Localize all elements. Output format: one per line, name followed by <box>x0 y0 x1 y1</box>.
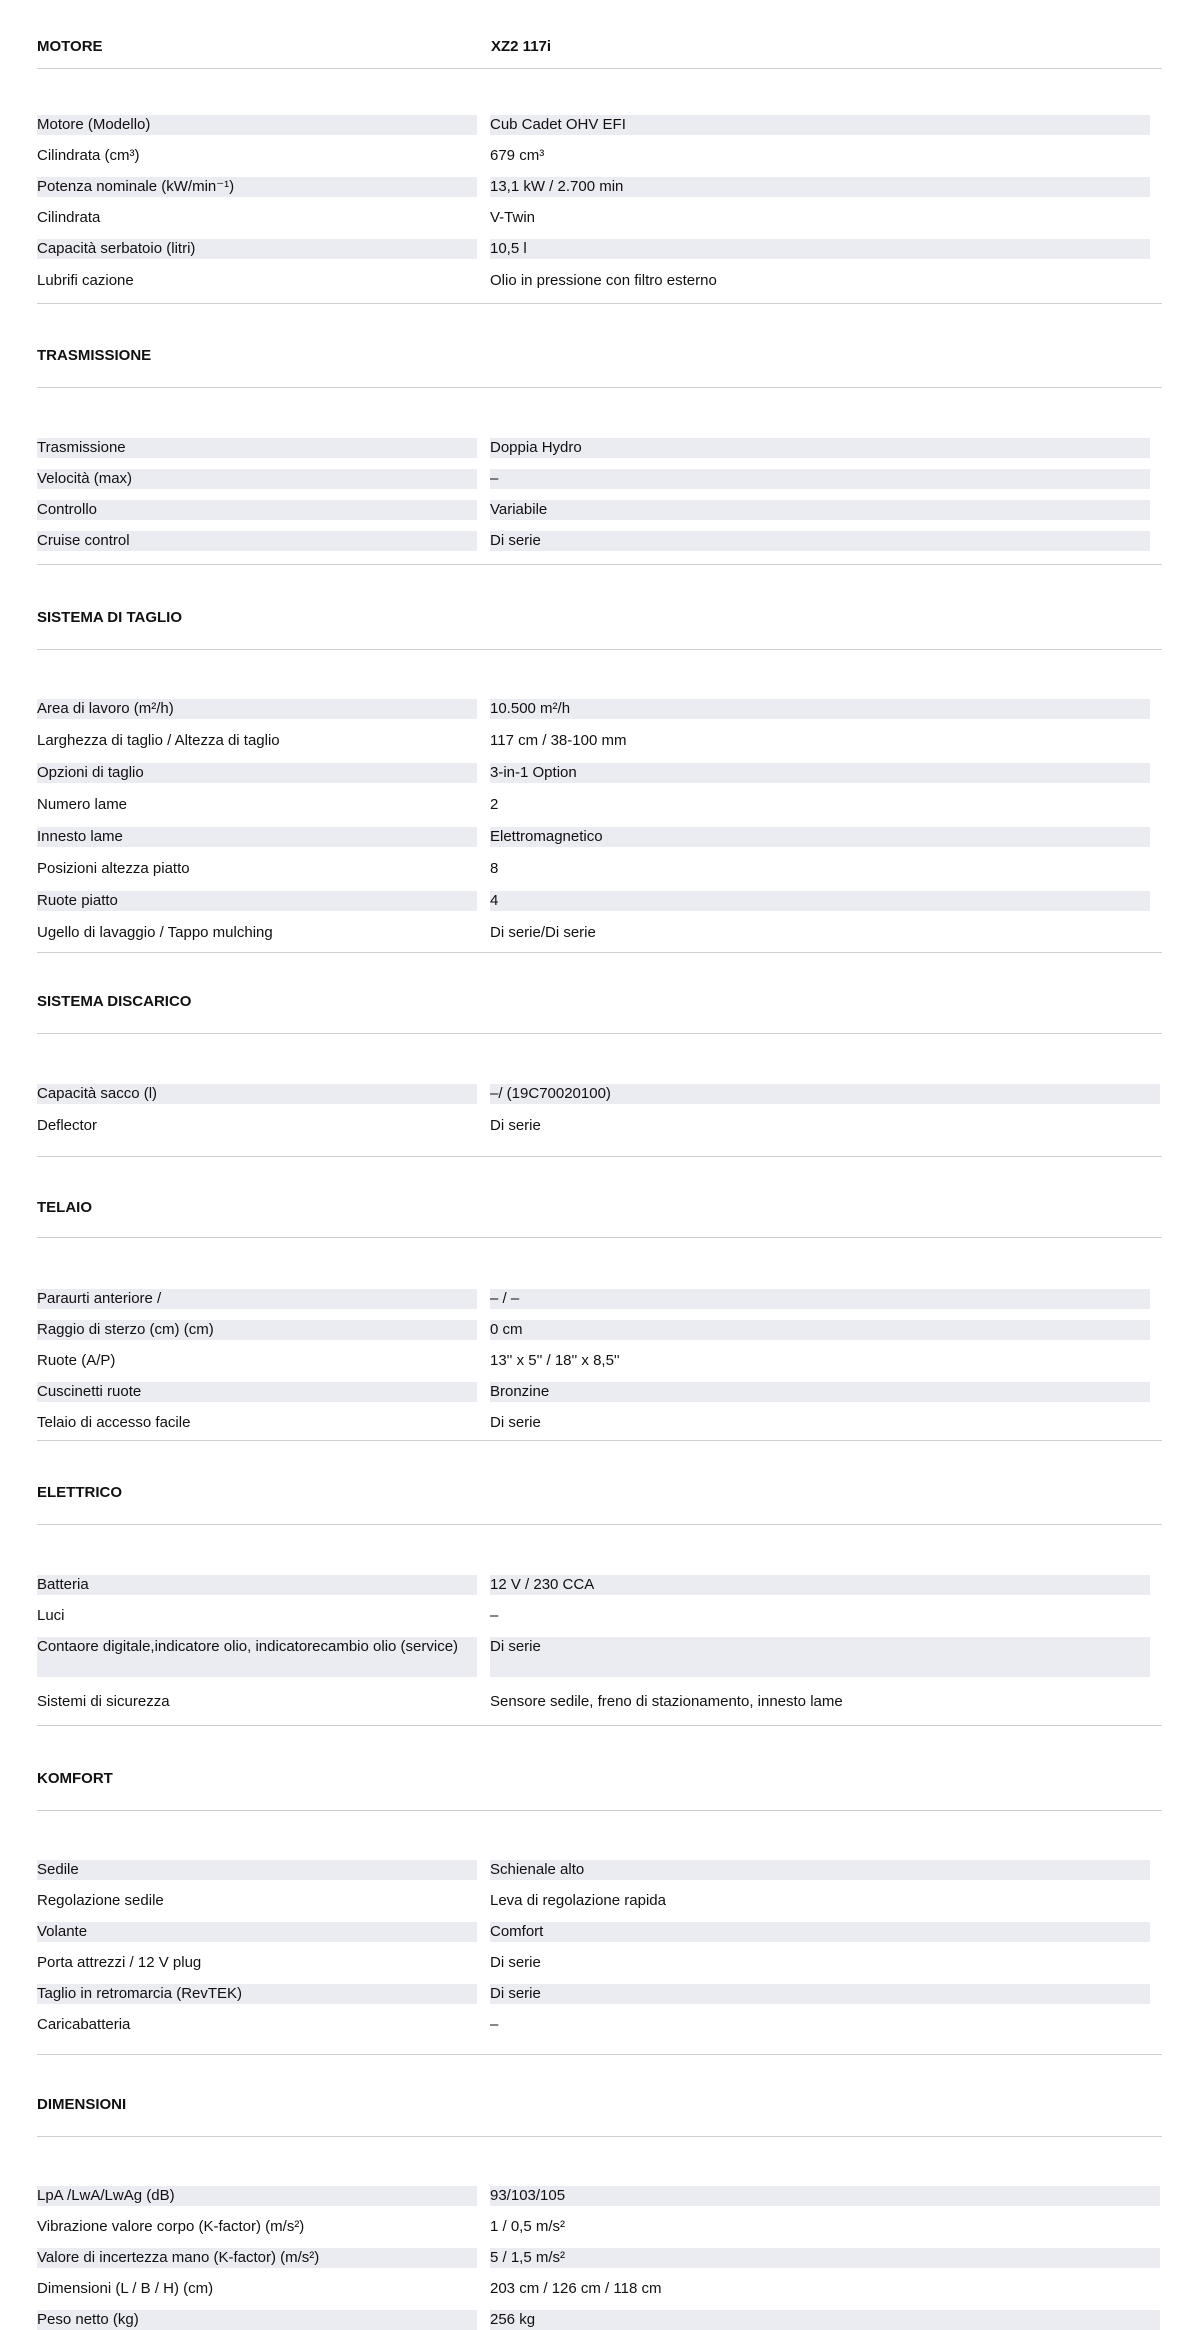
spec-value: 3-in-1 Option <box>490 763 1150 783</box>
spec-label: Cuscinetti ruote <box>37 1382 477 1402</box>
spec-value: Di serie <box>490 1637 1150 1677</box>
spec-value: 2 <box>490 796 499 813</box>
spec-value: 203 cm / 126 cm / 118 cm <box>490 2280 662 2297</box>
section-header <box>37 993 1162 1034</box>
spec-label: Telaio di accesso facile <box>37 1414 191 1431</box>
spec-value: 0 cm <box>490 1320 1150 1340</box>
spec-value: Di serie <box>490 531 1150 551</box>
section-title: TELAIO <box>37 1199 92 1216</box>
spec-row <box>37 1606 1167 1626</box>
section-divider <box>37 1156 1162 1157</box>
section-header <box>37 347 1162 388</box>
spec-value: – / – <box>490 1289 1150 1309</box>
spec-row <box>37 2217 1167 2237</box>
section-divider <box>37 1440 1162 1441</box>
spec-row <box>37 1351 1167 1371</box>
spec-row <box>37 827 1167 847</box>
spec-value: Di serie <box>490 1117 541 1134</box>
section-header <box>37 1484 1162 1525</box>
spec-row <box>37 1413 1167 1433</box>
spec-label: Batteria <box>37 1575 477 1595</box>
spec-row <box>37 699 1167 719</box>
spec-label: Volante <box>37 1922 477 1942</box>
spec-label: Capacità sacco (l) <box>37 1084 477 1104</box>
spec-row <box>37 795 1167 815</box>
spec-row <box>37 2248 1167 2268</box>
spec-label: Contaore digitale,indicatore olio, indicatorecambio olio (service) <box>37 1637 477 1677</box>
spec-label: Capacità serbatoio (litri) <box>37 239 477 259</box>
spec-value: – <box>490 2016 499 2033</box>
spec-label: Regolazione sedile <box>37 1892 164 1909</box>
spec-value: V-Twin <box>490 209 536 226</box>
spec-row <box>37 177 1167 197</box>
spec-value: Leva di regolazione rapida <box>490 1892 666 1909</box>
spec-value: Di serie/Di serie <box>490 924 596 941</box>
model-name: XZ2 117i <box>491 38 552 55</box>
spec-row <box>37 1953 1167 1973</box>
spec-row <box>37 2186 1167 2206</box>
spec-value: 10,5 l <box>490 239 1150 259</box>
spec-value: Cub Cadet OHV EFI <box>490 115 1150 135</box>
spec-value: 256 kg <box>490 2310 1160 2330</box>
spec-label: Porta attrezzi / 12 V plug <box>37 1954 202 1971</box>
spec-label: Ruote piatto <box>37 891 477 911</box>
spec-label: Area di lavoro (m²/h) <box>37 699 477 719</box>
section-title: SISTEMA DISCARICO <box>37 993 192 1010</box>
spec-label: Cruise control <box>37 531 477 551</box>
spec-row <box>37 1692 1167 1712</box>
section-divider <box>37 2054 1162 2055</box>
spec-row <box>37 239 1167 259</box>
spec-row <box>37 731 1167 751</box>
spec-row <box>37 1382 1167 1402</box>
spec-label: Cilindrata (cm³) <box>37 147 140 164</box>
spec-row <box>37 500 1167 520</box>
spec-value: 93/103/105 <box>490 2186 1160 2206</box>
spec-label: Deflector <box>37 1117 98 1134</box>
section-header <box>37 1770 1162 1811</box>
spec-row <box>37 1320 1167 1340</box>
section-header <box>37 1199 1162 1238</box>
spec-value: Sensore sedile, freno di stazionamento, innesto lame <box>490 1693 843 1710</box>
spec-value: 5 / 1,5 m/s² <box>490 2248 1160 2268</box>
section-header-motore <box>37 0 1162 69</box>
spec-row <box>37 891 1167 911</box>
section-divider <box>37 303 1162 304</box>
spec-label: Trasmissione <box>37 438 477 458</box>
spec-value: Elettromagnetico <box>490 827 1150 847</box>
spec-label: Numero lame <box>37 796 128 813</box>
spec-value: Olio in pressione con filtro esterno <box>490 272 717 289</box>
spec-value: 12 V / 230 CCA <box>490 1575 1150 1595</box>
spec-row <box>37 1289 1167 1309</box>
spec-row <box>37 438 1167 458</box>
spec-label: Posizioni altezza piatto <box>37 860 190 877</box>
spec-label: Lubrifi cazione <box>37 272 134 289</box>
spec-label: Peso netto (kg) <box>37 2310 477 2330</box>
spec-row <box>37 2310 1167 2330</box>
spec-row <box>37 1116 1167 1136</box>
spec-row <box>37 1922 1167 1942</box>
section-divider <box>37 952 1162 953</box>
spec-value: – <box>490 1607 499 1624</box>
spec-label: LpA /LwA/LwAg (dB) <box>37 2186 477 2206</box>
spec-value: 10.500 m²/h <box>490 699 1150 719</box>
spec-label: Luci <box>37 1607 65 1624</box>
spec-value: Doppia Hydro <box>490 438 1150 458</box>
spec-value: 4 <box>490 891 1150 911</box>
spec-label: Velocità (max) <box>37 469 477 489</box>
spec-value: 679 cm³ <box>490 147 545 164</box>
section-title: DIMENSIONI <box>37 2096 127 2113</box>
section-title: KOMFORT <box>37 1770 113 1787</box>
spec-row <box>37 1637 1167 1677</box>
spec-value: Variabile <box>490 500 1150 520</box>
spec-label: Valore di incertezza mano (K-factor) (m/s²) <box>37 2248 477 2268</box>
spec-label: Dimensioni (L / B / H) (cm) <box>37 2280 214 2297</box>
spec-value: 13'' x 5'' / 18'' x 8,5'' <box>490 1352 620 1369</box>
spec-value: Di serie <box>490 1414 541 1431</box>
spec-label: Taglio in retromarcia (RevTEK) <box>37 1984 477 2004</box>
spec-value: 1 / 0,5 m/s² <box>490 2218 566 2235</box>
spec-value: Di serie <box>490 1984 1150 2004</box>
spec-row <box>37 1984 1167 2004</box>
spec-value: Di serie <box>490 1954 541 1971</box>
spec-row <box>37 859 1167 879</box>
spec-value: Comfort <box>490 1922 1150 1942</box>
spec-label: Cilindrata <box>37 209 101 226</box>
section-title: MOTORE <box>37 38 103 55</box>
spec-label: Caricabatteria <box>37 2016 131 2033</box>
section-header <box>37 609 1162 650</box>
spec-label: Vibrazione valore corpo (K-factor) (m/s²) <box>37 2218 305 2235</box>
spec-row <box>37 763 1167 783</box>
spec-row <box>37 1860 1167 1880</box>
spec-row <box>37 115 1167 135</box>
spec-label: Larghezza di taglio / Altezza di taglio <box>37 732 280 749</box>
spec-label: Paraurti anteriore / <box>37 1289 477 1309</box>
spec-value: 117 cm / 38-100 mm <box>490 732 627 749</box>
spec-value: –/ (19C70020100) <box>490 1084 1160 1104</box>
spec-row <box>37 2015 1167 2035</box>
spec-label: Potenza nominale (kW/min⁻¹) <box>37 177 477 197</box>
spec-row <box>37 1575 1167 1595</box>
spec-label: Ugello di lavaggio / Tappo mulching <box>37 924 273 941</box>
spec-label: Innesto lame <box>37 827 477 847</box>
spec-row <box>37 208 1167 228</box>
section-title: ELETTRICO <box>37 1484 122 1501</box>
spec-row <box>37 271 1167 291</box>
spec-label: Motore (Modello) <box>37 115 477 135</box>
spec-value: Schienale alto <box>490 1860 1150 1880</box>
section-divider <box>37 1725 1162 1726</box>
spec-row <box>37 923 1167 943</box>
spec-label: Opzioni di taglio <box>37 763 477 783</box>
spec-label: Controllo <box>37 500 477 520</box>
spec-value: Bronzine <box>490 1382 1150 1402</box>
spec-row <box>37 2279 1167 2299</box>
spec-row <box>37 1084 1167 1104</box>
spec-row <box>37 1891 1167 1911</box>
spec-value: 13,1 kW / 2.700 min <box>490 177 1150 197</box>
section-header <box>37 2096 1162 2137</box>
spec-value: – <box>490 469 1150 489</box>
spec-value: 8 <box>490 860 499 877</box>
spec-row <box>37 531 1167 551</box>
section-title: SISTEMA DI TAGLIO <box>37 609 182 626</box>
section-title: TRASMISSIONE <box>37 347 152 364</box>
spec-label: Sedile <box>37 1860 477 1880</box>
spec-label: Raggio di sterzo (cm) (cm) <box>37 1320 477 1340</box>
spec-row <box>37 146 1167 166</box>
spec-label: Ruote (A/P) <box>37 1352 116 1369</box>
section-divider <box>37 564 1162 565</box>
spec-row <box>37 469 1167 489</box>
spec-label: Sistemi di sicurezza <box>37 1693 170 1710</box>
